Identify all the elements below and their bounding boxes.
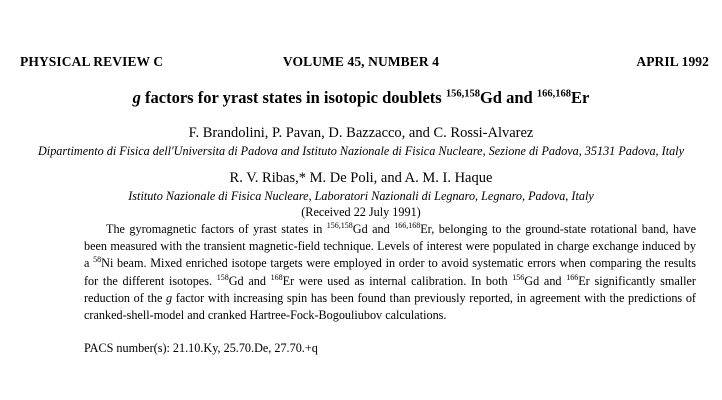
title-g-symbol: g xyxy=(132,88,141,107)
affiliation-2: Istituto Nazionale di Fisica Nucleare, Laboratori Nazionali di Legnaro, Legnaro, Padova, Italy xyxy=(128,189,594,203)
received-date: (Received 22 July 1991) xyxy=(301,205,421,219)
volume-number: VOLUME 45, NUMBER 4 xyxy=(282,54,440,69)
author-list-1: F. Brandolini, P. Pavan, D. Bazzacco, and C. Rossi-Alvarez xyxy=(188,125,534,141)
abstract-superscript: 166 xyxy=(566,272,579,282)
abstract-text: Er, belonging to the ground-state rotational band, have been measured with the transient magnetic-field technique. Levels of interest were populated in charge exchange induced by a xyxy=(84,222,696,271)
abstract-text: The gyromagnetic factors of yrast states in xyxy=(106,222,327,236)
title-element-2: Er xyxy=(570,88,590,107)
abstract-superscript: 58 xyxy=(93,255,102,265)
abstract xyxy=(84,221,696,324)
author-list-2: R. V. Ribas,* M. De Poli, and A. M. I. Haque xyxy=(229,170,493,186)
abstract-superscript: 166,168 xyxy=(394,220,421,230)
title-superscript-2: 166,168 xyxy=(536,88,571,100)
abstract-text: Gd and xyxy=(228,273,271,288)
abstract-superscript: 156,158 xyxy=(326,220,353,230)
abstract-text: Er significantly smaller reduction of the xyxy=(84,273,696,305)
abstract-text: Gd and xyxy=(352,222,395,236)
affiliation-1: Dipartimento di Fisica dell'Universita di Padova and Istituto Nazionale di Fisica Nucleare, Sezione di Padova, 35131 Padova, Italy xyxy=(38,144,684,158)
abstract-text: Ni beam. Mixed enriched isotope targets were employed in order to avoid systematic errors when comparing the results for the different isotopes. xyxy=(84,256,696,288)
abstract-superscript: 156 xyxy=(512,272,525,282)
abstract-text: factor with increasing spin has been found than previously reported, in agreement with the predictions of cranked-shell-model and cranked Hartree-Fock-Bogouliubov calculations. xyxy=(84,290,696,323)
abstract-g-symbol: g xyxy=(166,290,173,305)
abstract-text: Er were used as internal calibration. In both xyxy=(282,273,513,288)
issue-date: APRIL 1992 xyxy=(636,54,709,69)
title-text-1: factors for yrast states in isotopic doublets xyxy=(140,88,446,107)
journal-name: PHYSICAL REVIEW C xyxy=(20,54,164,69)
title-superscript-1: 156,158 xyxy=(445,88,480,100)
abstract-superscript: 158 xyxy=(216,272,229,282)
paper-title xyxy=(0,88,722,108)
abstract-superscript: 168 xyxy=(270,272,283,282)
abstract-text: Gd and xyxy=(524,273,567,288)
pacs-numbers: PACS number(s): 21.10.Ky, 25.70.De, 27.70.+q xyxy=(84,341,318,355)
title-element-1: Gd and xyxy=(479,88,537,107)
